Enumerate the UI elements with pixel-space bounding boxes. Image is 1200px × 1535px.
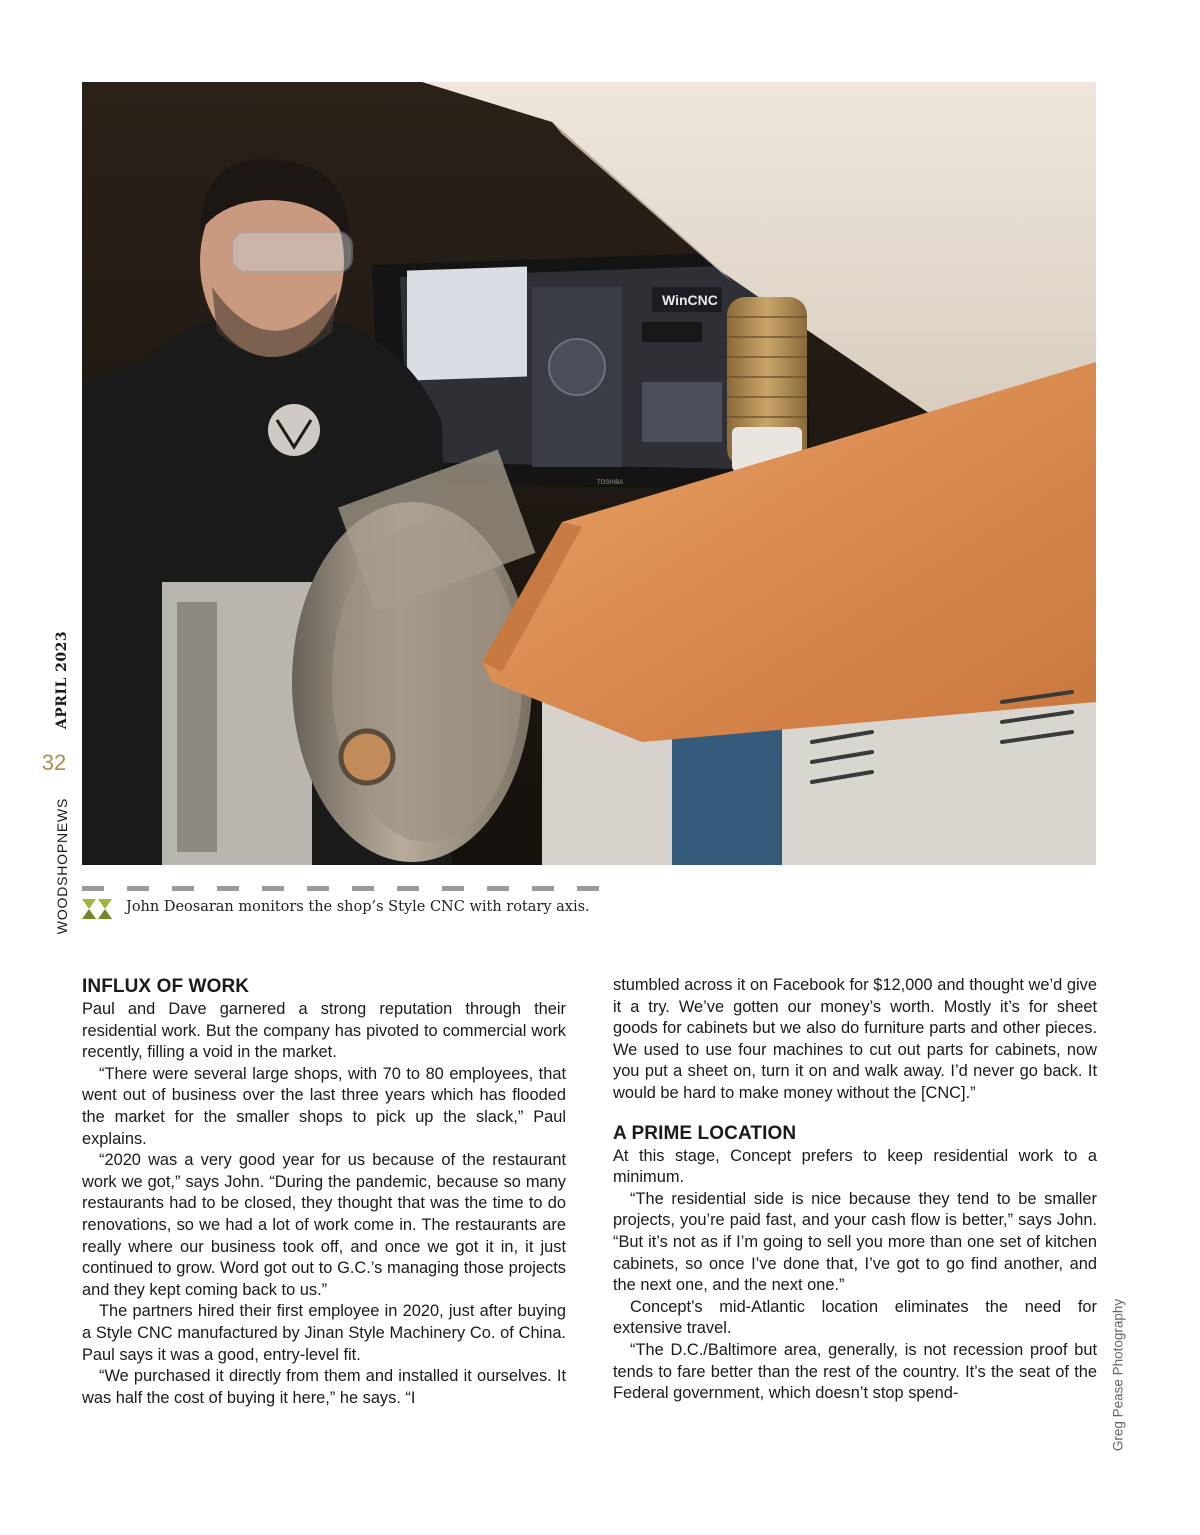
paragraph: Concept’s mid-Atlantic location eliminates the need for extensive travel.	[613, 1297, 1097, 1338]
paragraph-continuation: stumbled across it on Facebook for $12,000 and thought we’d give it a try. We’ve gotten our money’s worth. Mostly it’s for sheet goods for cabinets but we also do furniture parts and other pieces. We used to use four machines to cut out parts for cabinets, now you put a sheet on, turn it on and walk away. I’d never go back. It would be hard to make money without the [CNC].”	[613, 976, 1097, 1102]
photo-credit: Greg Pease Photography	[1110, 1298, 1126, 1452]
article-column-right	[613, 975, 1097, 1405]
issue-date: APRIL 2023	[54, 630, 70, 730]
section-heading: A PRIME LOCATION	[613, 1122, 797, 1144]
paragraph: “There were several large shops, with 70 to 80 employees, that went out of business over the last three years which has flooded the market for the smaller shops to pick up the slack,” Paul explains.	[82, 1064, 566, 1148]
paragraph: At this stage, Concept prefers to keep residential work to a minimum.	[613, 1146, 1097, 1187]
paragraph: “The D.C./Baltimore area, generally, is not recession proof but tends to fare better than the rest of the country. It’s the seat of the Federal government, which doesn’t stop spend-	[613, 1340, 1097, 1403]
paragraph: The partners hired their first employee in 2020, just after buying a Style CNC manufactured by Jinan Style Machinery Co. of China. Paul says it was a good, entry-level fit.	[82, 1302, 566, 1364]
paragraph: “2020 was a very good year for us because of the restaurant work we got,” says John. “During the pandemic, because so many restaurants had to be closed, they thought that was the time to do renovations, so we had a lot of work come in. The restaurants are really where our business took off, and once we got it in, it just continued to grow. Word got out to G.C.’s managing those projects and they kept coming back to us.”	[82, 1151, 566, 1299]
screen-brand-text: TOSHIBA	[597, 480, 624, 486]
screen-logo-text: WinCNC	[662, 292, 718, 308]
caption-arrow-icon	[82, 899, 112, 919]
dust-hose	[727, 297, 807, 472]
feature-photo	[82, 82, 1096, 865]
cnc-scene-illustration	[82, 82, 1096, 865]
article-column-left	[82, 975, 566, 1409]
magazine-name: WOODSHOPNEWS	[54, 797, 70, 935]
paragraph-continued: “We purchased it directly from them and installed it ourselves. It was half the cost of buying it here,” he says. “I	[82, 1367, 566, 1407]
paragraph: “The residential side is nice because they tend to be smaller projects, you’re paid fast, and your cash flow is better,” says John. “But it’s not as if I’m going to sell you more than one set of kitchen cabinets, so once I’ve done that, I’ve got to go find another, and the next one, and the next one.”	[613, 1189, 1097, 1295]
caption-dashed-rule	[82, 886, 616, 891]
section-heading: INFLUX OF WORK	[82, 976, 250, 997]
photo-caption: John Deosaran monitors the shop’s Style CNC with rotary axis.	[126, 899, 590, 915]
paragraph: Paul and Dave garnered a strong reputation through their residential work. But the company has pivoted to commercial work recently, filling a void in the market.	[82, 1000, 566, 1062]
page-number: 32	[41, 750, 67, 775]
